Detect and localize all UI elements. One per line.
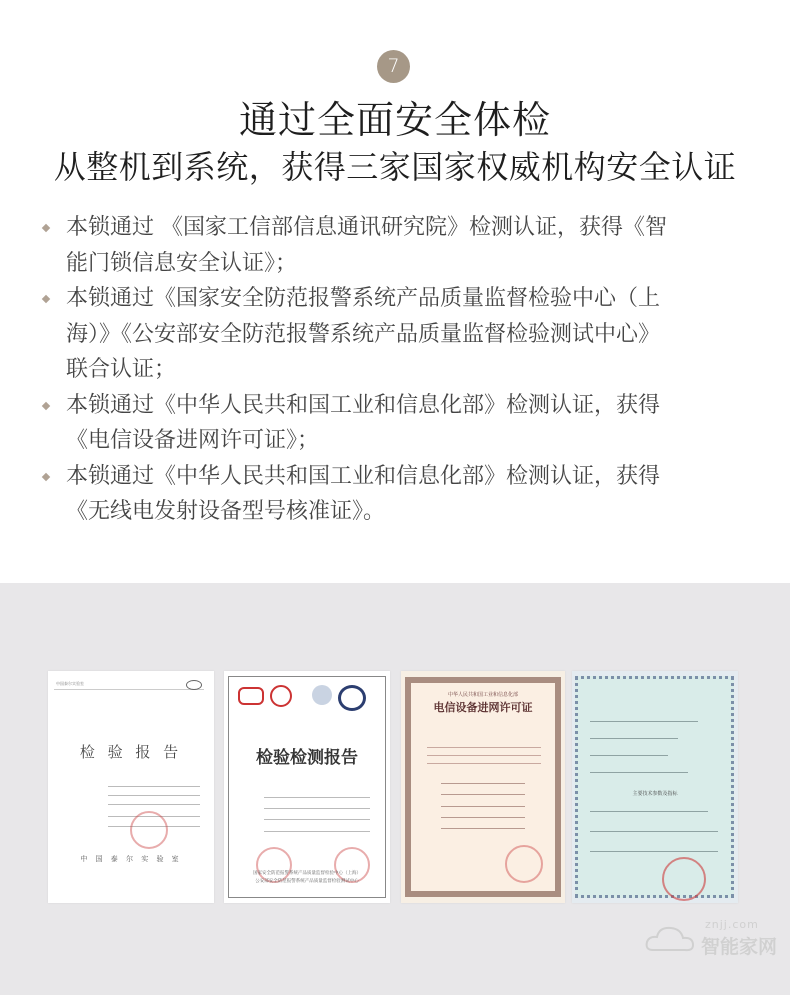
red-seal-icon bbox=[130, 811, 168, 849]
certification-item bbox=[40, 459, 740, 530]
certification-item bbox=[40, 210, 740, 281]
diamond-bullet-icon bbox=[42, 224, 50, 232]
certification-line: 《电信设备进网许可证》； bbox=[66, 428, 320, 453]
ilac-logo-icon bbox=[312, 685, 332, 705]
certificate-image-test-report bbox=[48, 671, 214, 903]
cert-footer-line: 公安部安全防范报警系统产品质量监督检验测试中心 bbox=[255, 879, 359, 884]
section-number-badge: 7 bbox=[377, 50, 410, 83]
section-title: 通过全面安全体检 bbox=[238, 98, 551, 142]
watermark-domain: znjj.com bbox=[705, 918, 759, 931]
watermark-brand: 智能家网 bbox=[701, 936, 778, 958]
section-subtitle: 从整机到系统，获得三家国家权威机构安全认证 bbox=[53, 148, 737, 186]
cert-title: 检 验 报 告 bbox=[79, 743, 183, 761]
certificate-image-radio-approval bbox=[572, 671, 738, 903]
cert-header: 中华人民共和国工业和信息化部 bbox=[447, 692, 518, 698]
certification-line: 本锁通过《中华人民共和国工业和信息化部》检测认证，获得 bbox=[66, 392, 661, 418]
certification-line: 本锁通过《国家安全防范报警系统产品质量监督检验中心（上 bbox=[66, 286, 661, 311]
cert-title: 电信设备进网许可证 bbox=[433, 701, 533, 714]
certificate-image-inspection-report bbox=[224, 671, 390, 903]
cal-logo-icon bbox=[270, 685, 292, 707]
certification-line: 联合认证； bbox=[66, 357, 177, 382]
certification-line: 本锁通过《中华人民共和国工业和信息化部》检测认证，获得 bbox=[66, 463, 661, 489]
certificate-image-network-license bbox=[401, 671, 565, 903]
lab-logo-icon bbox=[186, 680, 202, 690]
certification-line: 能门锁信息安全认证》； bbox=[66, 250, 298, 276]
cert-header: 中国泰尔实验室 bbox=[56, 681, 84, 686]
certification-line: 《无线电发射设备型号核准证》。 bbox=[66, 499, 386, 524]
certification-item bbox=[40, 388, 740, 459]
cert-footer-line: 国家安全防范报警系统产品质量监督检验中心（上海） bbox=[253, 871, 361, 876]
diamond-bullet-icon bbox=[42, 295, 50, 303]
certification-line: 海）》《公安部安全防范报警系统产品质量监督检验测试中心》 bbox=[66, 321, 661, 347]
cnas-logo-icon bbox=[338, 685, 366, 711]
red-seal-icon bbox=[662, 857, 706, 901]
cert-footer: 中 国 泰 尔 实 验 室 bbox=[80, 855, 182, 863]
certification-line: 本锁通过 《国家工信部信息通讯研究院》检测认证，获得《智 bbox=[66, 215, 667, 240]
diamond-bullet-icon bbox=[42, 472, 50, 480]
certification-list bbox=[40, 210, 740, 530]
cloud-icon bbox=[645, 924, 697, 954]
certification-item bbox=[40, 281, 740, 388]
cert-title: 主要技术参数及指标 bbox=[632, 791, 678, 797]
cma-logo-icon bbox=[238, 687, 264, 705]
cert-title: 检验检测报告 bbox=[256, 748, 358, 768]
red-seal-icon bbox=[505, 845, 543, 883]
diamond-bullet-icon bbox=[42, 401, 50, 409]
